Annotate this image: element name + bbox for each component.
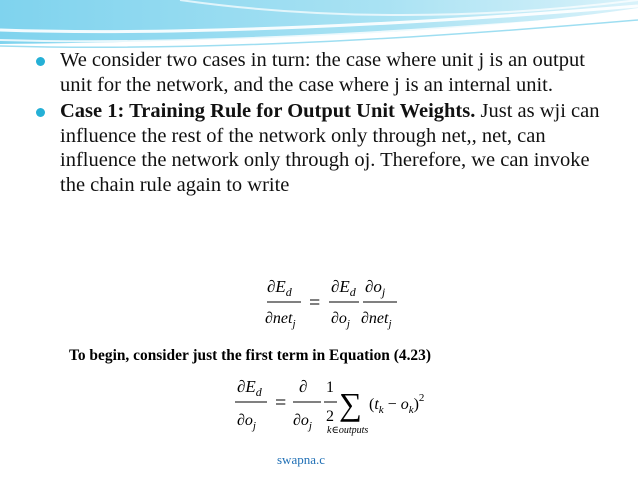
svg-text:∂oj: $\partial o_j$: [293, 412, 312, 432]
bullet-dot-icon: [36, 108, 45, 117]
footer-author: swapna.c: [277, 452, 326, 467]
svg-text:∂Ed: $\partial E_d$: [331, 277, 356, 299]
svg-text:∂netj: ∂net$_j$: [361, 310, 392, 330]
bullet-1-text: We consider two cases in turn: the case where unit j is an output unit for the network, and the case where j is an internal unit.: [60, 49, 585, 96]
svg-text:∂Ed: $\partial E_d$: [237, 377, 262, 399]
svg-text:∂Ed: $\partial E_d$: [267, 277, 292, 299]
svg-text:k∈outputs: k∈outputs: [327, 425, 369, 436]
svg-text:∂oj: $\partial o_j$: [237, 412, 256, 432]
equation-intro-text: To begin, consider just the first term in Equation (4.23): [69, 347, 431, 364]
bullet-dot-icon: [36, 57, 45, 66]
svg-text:=: =: [309, 292, 321, 314]
equation-figure: [63, 268, 540, 438]
bullet-2-heading: Case 1: Training Rule for Output Unit Weights.: [60, 100, 476, 122]
svg-text:=: =: [275, 392, 287, 414]
bullet-item-2: [36, 99, 616, 197]
svg-text:∂: ∂: [299, 377, 308, 396]
svg-text:2: 2: [326, 408, 334, 425]
bullet-2-text: Just as wji can influence the rest of the network only through net,, net, can influence the network only through oj. Therefore, we can invoke the chain rule again to write: [60, 100, 600, 196]
svg-text:∂oj: $\partial o_j$: [365, 277, 386, 299]
svg-text:(tk − ok)2: $(t_k - o_k)^2$: [369, 392, 425, 416]
svg-text:∂oj: $\partial o_j$: [331, 310, 350, 330]
bullet-item-1: [36, 48, 616, 97]
svg-text:∑: ∑: [339, 386, 362, 422]
equation-image: [63, 268, 540, 438]
svg-text:∂netj: ∂net$_j$: [265, 310, 296, 330]
equation-error-derivative: [235, 377, 424, 436]
bullet-list: [36, 48, 616, 199]
equation-chain-rule: [265, 277, 397, 330]
svg-text:1: 1: [326, 379, 334, 396]
